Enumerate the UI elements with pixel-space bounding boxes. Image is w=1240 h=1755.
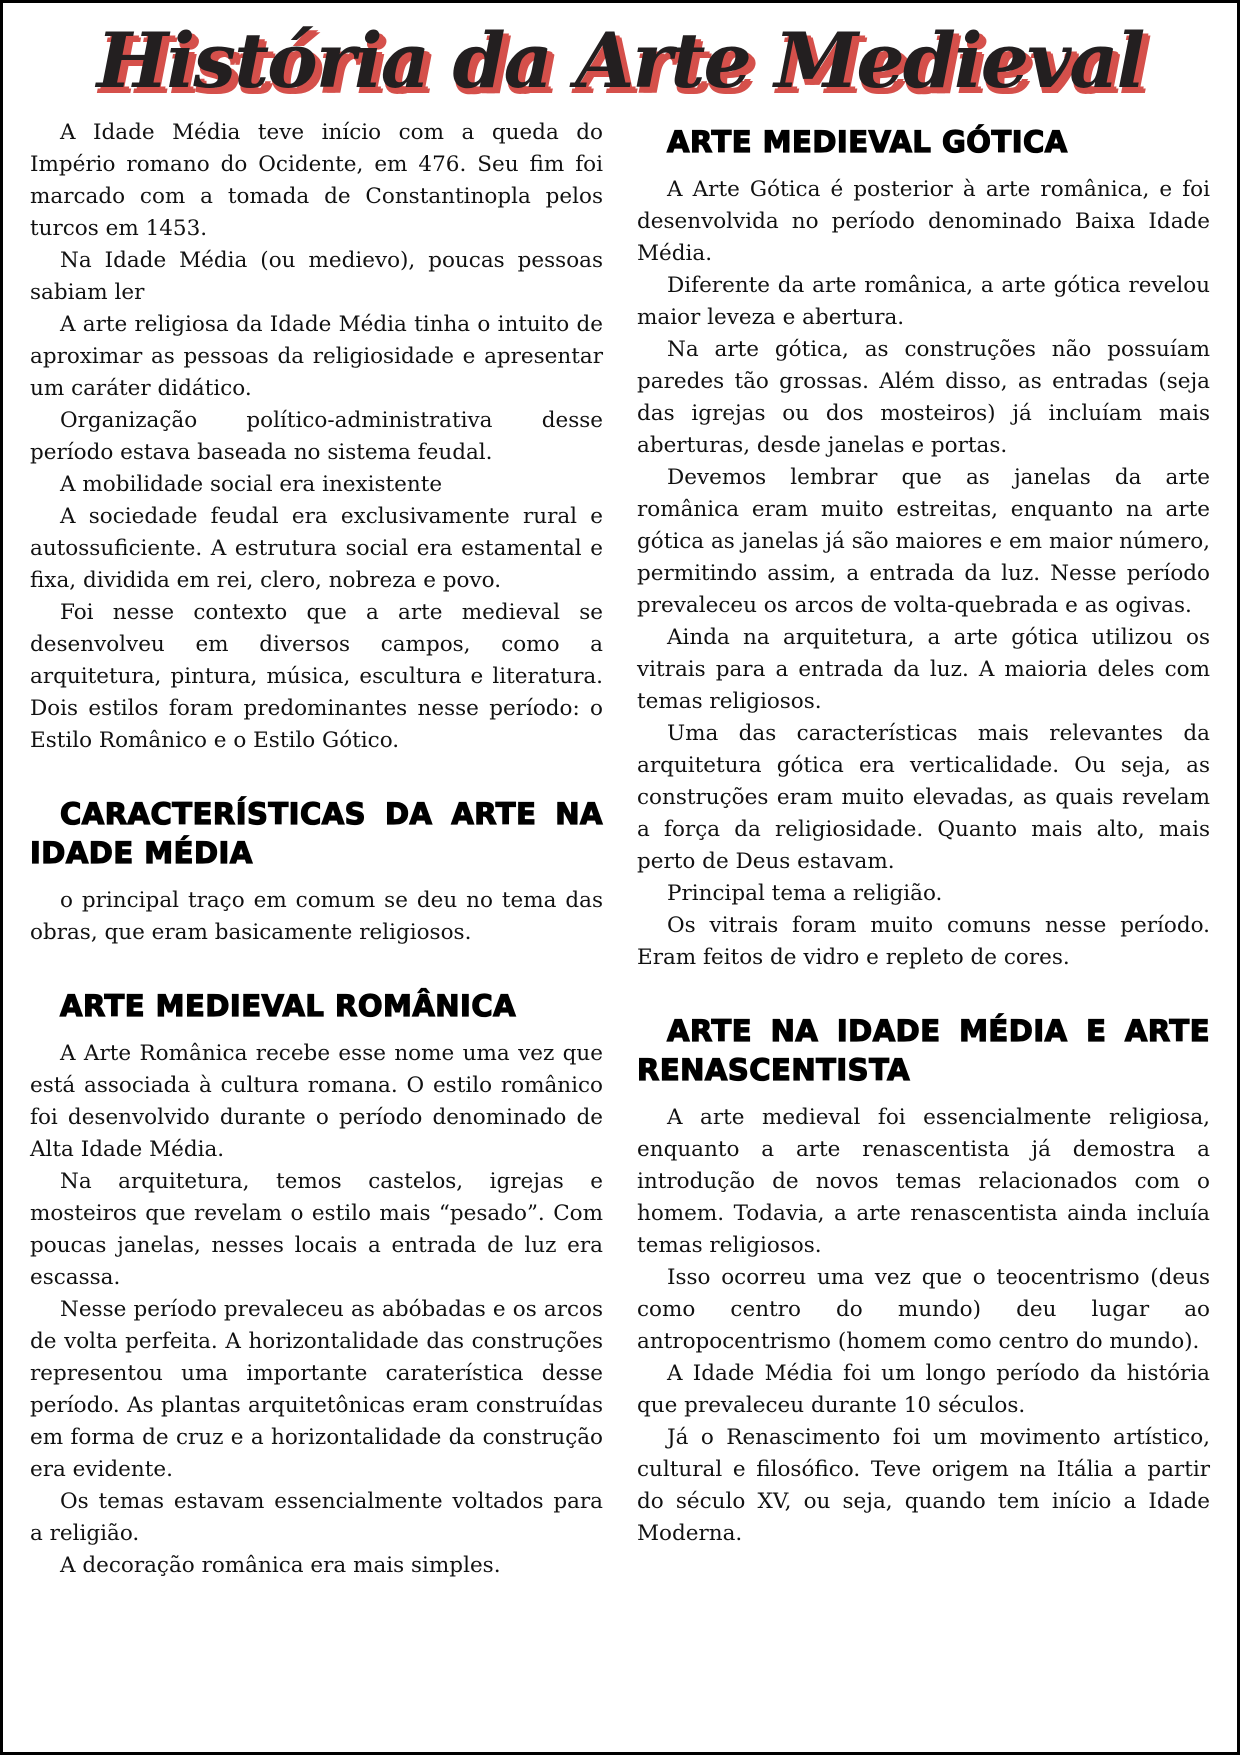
paragraph: Diferente da arte românica, a arte gótica revelou maior leveza e abertura.: [637, 272, 1210, 330]
paragraph: Ainda na arquitetura, a arte gótica utilizou os vitrais para a entrada da luz. A maioria deles com temas religiosos.: [637, 624, 1210, 714]
paragraph: Os temas estavam essencialmente voltados para a religião.: [30, 1488, 603, 1546]
left-column: [30, 117, 603, 1582]
paragraph: A Idade Média foi um longo período da história que prevaleceu durante 10 séculos.: [637, 1360, 1210, 1418]
paragraph: Nesse período prevaleceu as abóbadas e os arcos de volta perfeita. A horizontalidade das construções representou uma importante caraterística desse período. As plantas arquitetônicas eram construídas em forma de cruz e a horizontalidade da construção era evidente.: [30, 1296, 603, 1482]
section-heading: ARTE NA IDADE MÉDIA E ARTE RENASCENTISTA: [637, 1013, 1210, 1087]
right-column: [637, 117, 1210, 1582]
paragraph: Já o Renascimento foi um movimento artístico, cultural e filosófico. Teve origem na Itália a partir do século XV, ou seja, quando tem início a Idade Moderna.: [637, 1424, 1210, 1546]
page-title: História da Arte Medieval: [96, 16, 1144, 105]
paragraph: Devemos lembrar que as janelas da arte românica eram muito estreitas, enquanto na arte gótica as janelas já são maiores e em maior número, permitindo assim, a entrada da luz. Nesse período prevaleceu os arcos de volta-quebrada e as ogivas.: [637, 464, 1210, 618]
paragraph: o principal traço em comum se deu no tema das obras, que eram basicamente religiosos.: [30, 887, 603, 945]
paragraph: Na arte gótica, as construções não possuíam paredes tão grossas. Além disso, as entradas (seja das igrejas ou dos mosteiros) já incluíam mais aberturas, desde janelas e portas.: [637, 336, 1210, 458]
paragraph: A sociedade feudal era exclusivamente rural e autossuficiente. A estrutura social era estamental e fixa, dividida em rei, clero, nobreza e povo.: [30, 503, 603, 593]
paragraph: A arte religiosa da Idade Média tinha o intuito de aproximar as pessoas da religiosidade e apresentar um caráter didático.: [30, 311, 603, 401]
paragraph: A decoração românica era mais simples.: [60, 1552, 501, 1578]
paragraph: A mobilidade social era inexistente: [60, 471, 443, 497]
paragraph: Na Idade Média (ou medievo), poucas pessoas sabiam ler: [30, 247, 603, 305]
section-heading: CARACTERÍSTICAS DA ARTE NA IDADE MÉDIA: [30, 796, 603, 870]
paragraph: Foi nesse contexto que a arte medieval se desenvolveu em diversos campos, como a arquitetura, pintura, música, escultura e literatura. Dois estilos foram predominantes nesse período: o Estilo Românico e o Estilo Gótico.: [30, 599, 603, 753]
paragraph: A arte medieval foi essencialmente religiosa, enquanto a arte renascentista já demostra a introdução de novos temas relacionados com o homem. Todavia, a arte renascentista ainda incluía temas religiosos.: [637, 1104, 1210, 1258]
section-heading: ARTE MEDIEVAL GÓTICA: [667, 124, 1068, 159]
section-heading: ARTE MEDIEVAL ROMÂNICA: [60, 988, 517, 1023]
paragraph: Principal tema a religião.: [667, 880, 943, 906]
paragraph: Uma das características mais relevantes da arquitetura gótica era verticalidade. Ou seja, as construções eram muito elevadas, as quais revelam a força da religiosidade. Quanto mais alto, mais perto de Deus estavam.: [637, 720, 1210, 874]
paragraph: A Arte Românica recebe esse nome uma vez que está associada à cultura romana. O estilo românico foi desenvolvido durante o período denominado de Alta Idade Média.: [30, 1040, 603, 1162]
paragraph: A Idade Média teve início com a queda do Império romano do Ocidente, em 476. Seu fim foi marcado com a tomada de Constantinopla pelos turcos em 1453.: [30, 119, 603, 241]
paragraph: Na arquitetura, temos castelos, igrejas e mosteiros que revelam o estilo mais “pesado”. Com poucas janelas, nesses locais a entrada de luz era escassa.: [30, 1168, 603, 1290]
content-columns: [3, 105, 1237, 1582]
paragraph: Isso ocorreu uma vez que o teocentrismo (deus como centro do mundo) deu lugar ao antropocentrismo (homem como centro do mundo).: [637, 1264, 1210, 1354]
paragraph: Organização político-administrativa desse período estava baseada no sistema feudal.: [30, 407, 603, 465]
paragraph: A Arte Gótica é posterior à arte românica, e foi desenvolvida no período denominado Baixa Idade Média.: [637, 176, 1210, 266]
paragraph: Os vitrais foram muito comuns nesse período. Eram feitos de vidro e repleto de cores.: [637, 912, 1210, 970]
